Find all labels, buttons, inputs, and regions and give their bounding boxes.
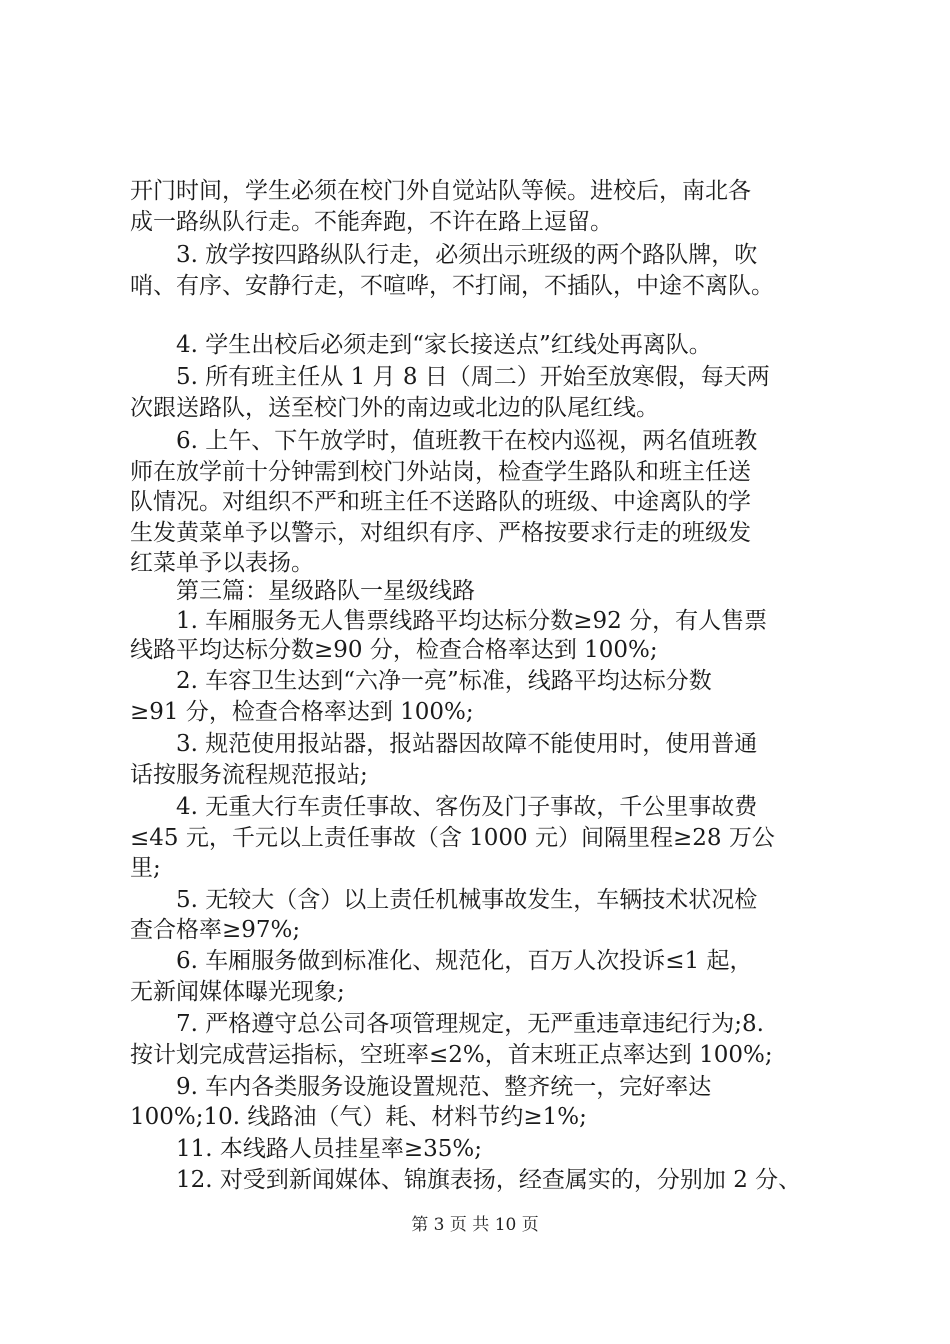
text-line: 7. 严格遵守总公司各项管理规定，无严重违章违纪行为;8.	[130, 1011, 764, 1037]
text-line: 9. 车内各类服务设施设置规范、整齐统一，完好率达	[130, 1074, 712, 1100]
text-line: 师在放学前十分钟需到校门外站岗，检查学生路队和班主任送	[130, 459, 751, 485]
text-line: ≤45 元，千元以上责任事故（含 1000 元）间隔里程≥28 万公	[130, 825, 775, 851]
text-line: 11. 本线路人员挂星率≥35%;	[130, 1136, 483, 1162]
text-line: 3. 放学按四路纵队行走，必须出示班级的两个路队牌，吹	[130, 242, 758, 268]
text-line: 5. 所有班主任从 1 月 8 日（周二）开始至放寒假，每天两	[130, 364, 770, 390]
text-line: 6. 车厢服务做到标准化、规范化，百万人次投诉≤1 起，	[130, 948, 753, 974]
text-line: 成一路纵队行走。不能奔跑，不许在路上逗留。	[130, 209, 613, 235]
text-line: 红菜单予以表扬。	[130, 550, 314, 576]
page-number-footer: 第 3 页 共 10 页	[411, 1215, 539, 1235]
text-line: 5. 无较大（含）以上责任机械事故发生，车辆技术状况检	[130, 887, 758, 913]
text-line: 队情况。对组织不严和班主任不送路队的班级、中途离队的学	[130, 489, 751, 515]
text-line: 话按服务流程规范报站;	[130, 762, 368, 788]
text-line: 100%;10. 线路油（气）耗、材料节约≥1%;	[130, 1104, 587, 1130]
text-line: 4. 学生出校后必须走到“家长接送点”红线处再离队。	[130, 332, 712, 358]
text-line: 12. 对受到新闻媒体、锦旗表扬，经查属实的，分别加 2 分、	[130, 1167, 802, 1193]
text-line: 线路平均达标分数≥90 分，检查合格率达到 100%;	[130, 637, 658, 663]
text-line: 按计划完成营运指标，空班率≤2%，首末班正点率达到 100%;	[130, 1042, 773, 1068]
text-line: 次跟送路队，送至校门外的南边或北边的队尾红线。	[130, 395, 659, 421]
text-line: 3. 规范使用报站器，报站器因故障不能使用时，使用普通	[130, 731, 758, 757]
text-line: ≥91 分，检查合格率达到 100%;	[130, 699, 474, 725]
text-line: 2. 车容卫生达到“六净一亮”标准，线路平均达标分数	[130, 668, 712, 694]
text-line: 6. 上午、下午放学时，值班教干在校内巡视，两名值班教	[130, 428, 758, 454]
text-line: 查合格率≥97%;	[130, 917, 301, 943]
section-heading: 第三篇：星级路队一星级线路	[130, 578, 475, 604]
text-line: 里;	[130, 855, 161, 881]
text-line: 哨、有序、安静行走，不喧哗，不打闹，不插队，中途不离队。	[130, 273, 774, 299]
text-line: 生发黄菜单予以警示，对组织有序、严格按要求行走的班级发	[130, 520, 751, 546]
text-line: 4. 无重大行车责任事故、客伤及门子事故，千公里事故费	[130, 794, 758, 820]
text-line: 开门时间，学生必须在校门外自觉站队等候。进校后，南北各	[130, 178, 751, 204]
text-line: 1. 车厢服务无人售票线路平均达标分数≥92 分，有人售票	[130, 608, 768, 634]
text-line: 无新闻媒体曝光现象;	[130, 979, 345, 1005]
